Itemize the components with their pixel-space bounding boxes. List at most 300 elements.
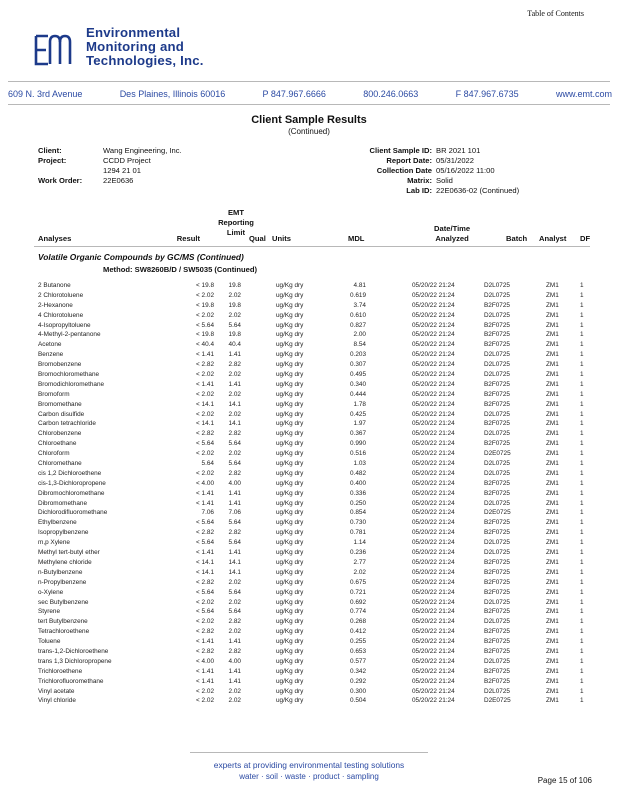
units-value: ug/Kg dry [276, 697, 304, 705]
analyst-id: ZM1 [546, 430, 559, 438]
reporting-limit: 1.41 [228, 667, 241, 675]
analyst-id: ZM1 [546, 618, 559, 626]
col-datetime-group [434, 224, 470, 244]
reporting-limit: 14.1 [228, 558, 241, 566]
dilution-factor: 1 [580, 677, 584, 685]
analyzed-datetime: 05/20/22 21:24 [412, 291, 455, 299]
analyst-id: ZM1 [546, 588, 559, 596]
table-row [0, 697, 618, 707]
units-value: ug/Kg dry [276, 539, 304, 547]
workorder-value: 22E0636 [103, 176, 134, 185]
address-divider [8, 104, 610, 105]
analyte-name: Dibromochloromethane [38, 489, 105, 497]
analyzed-datetime: 05/20/22 21:24 [412, 558, 455, 566]
result-value: < 1.41 [196, 677, 214, 685]
units-value: ug/Kg dry [276, 489, 304, 497]
dilution-factor: 1 [580, 351, 584, 359]
dilution-factor: 1 [580, 529, 584, 537]
analyst-id: ZM1 [546, 628, 559, 636]
batch-id: D2L0725 [484, 430, 510, 438]
dilution-factor: 1 [580, 371, 584, 379]
dilution-factor: 1 [580, 361, 584, 369]
analyte-name: Chloromethane [38, 460, 82, 468]
dilution-factor: 1 [580, 519, 584, 527]
result-value: < 4.00 [196, 657, 214, 665]
mdl-value: 0.367 [350, 430, 366, 438]
reporting-limit: 1.41 [228, 677, 241, 685]
table-row [0, 322, 618, 332]
dilution-factor: 1 [580, 549, 584, 557]
dilution-factor: 1 [580, 440, 584, 448]
units-value: ug/Kg dry [276, 608, 304, 616]
table-row [0, 549, 618, 559]
analyte-name: cis 1,2 Dichloroethene [38, 469, 102, 477]
dilution-factor: 1 [580, 628, 584, 636]
table-row [0, 648, 618, 658]
batch-id: B2F0725 [484, 341, 510, 349]
reporting-limit: 19.8 [228, 301, 241, 309]
units-value: ug/Kg dry [276, 301, 304, 309]
collection-date-value: 05/16/2022 11:00 [436, 166, 495, 175]
dilution-factor: 1 [580, 509, 584, 517]
reporting-limit: 2.02 [228, 687, 241, 695]
mdl-value: 0.610 [350, 311, 366, 319]
table-row [0, 539, 618, 549]
table-row [0, 371, 618, 381]
dilution-factor: 1 [580, 638, 584, 646]
table-row [0, 668, 618, 678]
sample-labels [370, 146, 432, 196]
analyst-id: ZM1 [546, 400, 559, 408]
collection-date-label: Collection Date [376, 166, 432, 175]
analyzed-datetime: 05/20/22 21:24 [412, 420, 455, 428]
mdl-value: 0.730 [350, 519, 366, 527]
dilution-factor: 1 [580, 380, 584, 388]
analyzed-datetime: 05/20/22 21:24 [412, 598, 455, 606]
reporting-limit: 2.02 [228, 371, 241, 379]
batch-id: B2F0725 [484, 420, 510, 428]
analyst-id: ZM1 [546, 371, 559, 379]
analyte-name: 4-Methyl-2-pentanone [38, 331, 101, 339]
units-value: ug/Kg dry [276, 568, 304, 576]
analyzed-datetime: 05/20/22 21:24 [412, 628, 455, 636]
batch-id: D2L0725 [484, 598, 510, 606]
result-value: 7.06 [201, 509, 214, 517]
dilution-factor: 1 [580, 321, 584, 329]
col-batch: Batch [506, 234, 528, 243]
table-row [0, 678, 618, 688]
table-row [0, 460, 618, 470]
analyzed-datetime: 05/20/22 21:24 [412, 499, 455, 507]
analyte-name: Methyl tert-butyl ether [38, 549, 100, 557]
analyst-id: ZM1 [546, 578, 559, 586]
units-value: ug/Kg dry [276, 657, 304, 665]
analyst-id: ZM1 [546, 351, 559, 359]
table-row [0, 450, 618, 460]
analyzed-datetime: 05/20/22 21:24 [412, 282, 455, 289]
units-value: ug/Kg dry [276, 282, 304, 289]
batch-id: B2F0725 [484, 519, 510, 527]
analyzed-datetime: 05/20/22 21:24 [412, 371, 455, 379]
analyte-name: Toluene [38, 638, 61, 646]
batch-id: D2L0725 [484, 499, 510, 507]
table-of-contents-link[interactable]: Table of Contents [527, 9, 584, 18]
dilution-factor: 1 [580, 420, 584, 428]
table-row [0, 490, 618, 500]
analyte-name: Bromodichloromethane [38, 380, 105, 388]
analyst-id: ZM1 [546, 460, 559, 468]
analyst-id: ZM1 [546, 697, 559, 705]
table-row [0, 688, 618, 698]
units-value: ug/Kg dry [276, 667, 304, 675]
analyst-id: ZM1 [546, 558, 559, 566]
units-value: ug/Kg dry [276, 390, 304, 398]
method-label: Method: SW8260B/D / SW5035 (Continued) [103, 265, 257, 274]
analyzed-datetime: 05/20/22 21:24 [412, 638, 455, 646]
analyzed-datetime: 05/20/22 21:24 [412, 697, 455, 705]
client-value: Wang Engineering, Inc. [103, 146, 182, 155]
reporting-limit: 1.41 [228, 489, 241, 497]
result-value: < 2.02 [196, 469, 214, 477]
batch-id: B2F0725 [484, 578, 510, 586]
analyte-name: o-Xylene [38, 588, 64, 596]
reporting-limit: 14.1 [228, 420, 241, 428]
results-table [0, 282, 618, 707]
batch-id: B2F0725 [484, 321, 510, 329]
report-subtitle: (Continued) [288, 127, 330, 136]
mdl-value: 0.400 [350, 479, 366, 487]
table-row [0, 401, 618, 411]
mdl-value: 1.97 [353, 420, 366, 428]
report-date-label: Report Date: [386, 156, 432, 165]
phone-number: P 847.967.6666 [262, 89, 326, 99]
dilution-factor: 1 [580, 400, 584, 408]
batch-id: D2E0725 [484, 697, 511, 705]
units-value: ug/Kg dry [276, 578, 304, 586]
result-value: < 1.41 [196, 351, 214, 359]
result-value: < 1.41 [196, 667, 214, 675]
batch-id: B2F0725 [484, 380, 510, 388]
table-row [0, 470, 618, 480]
analyst-id: ZM1 [546, 608, 559, 616]
dilution-factor: 1 [580, 301, 584, 309]
result-value: < 2.02 [196, 598, 214, 606]
result-value: < 2.02 [196, 697, 214, 705]
batch-id: B2F0725 [484, 400, 510, 408]
analyzed-datetime: 05/20/22 21:24 [412, 578, 455, 586]
reporting-limit: 2.82 [228, 430, 241, 438]
table-row [0, 312, 618, 322]
analyst-id: ZM1 [546, 450, 559, 458]
reporting-limit: 1.41 [228, 549, 241, 557]
analyte-name: 4 Chlorotoluene [38, 311, 84, 319]
analyte-name: Vinyl acetate [38, 687, 75, 695]
batch-id: D2L0725 [484, 410, 510, 418]
analyst-id: ZM1 [546, 549, 559, 557]
report-date-value: 05/31/2022 [436, 156, 475, 165]
analyzed-datetime: 05/20/22 21:24 [412, 687, 455, 695]
analyte-name: m,p Xylene [38, 539, 70, 547]
mdl-value: 0.203 [350, 351, 366, 359]
analyte-name: trans-1,2-Dichloroethene [38, 647, 109, 655]
table-row [0, 628, 618, 638]
table-header-divider [34, 246, 590, 247]
dilution-factor: 1 [580, 469, 584, 477]
table-row [0, 430, 618, 440]
analyst-id: ZM1 [546, 519, 559, 527]
reporting-limit: 2.82 [228, 647, 241, 655]
analyte-name: 2-Hexanone [38, 301, 73, 309]
batch-id: D2L0725 [484, 549, 510, 557]
reporting-limit: 1.41 [228, 380, 241, 388]
mdl-value: 0.653 [350, 647, 366, 655]
analyzed-datetime: 05/20/22 21:24 [412, 400, 455, 408]
mdl-value: 0.412 [350, 628, 366, 636]
mdl-value: 0.781 [350, 529, 366, 537]
analyte-name: Tetrachloroethene [38, 628, 90, 636]
mdl-value: 0.504 [350, 697, 366, 705]
analyte-name: Methylene chloride [38, 558, 92, 566]
analyte-name: n-Butylbenzene [38, 568, 83, 576]
analyst-id: ZM1 [546, 390, 559, 398]
matrix-label: Matrix: [407, 176, 432, 185]
dilution-factor: 1 [580, 291, 584, 299]
units-value: ug/Kg dry [276, 311, 304, 319]
batch-id: B2F0725 [484, 479, 510, 487]
table-row [0, 341, 618, 351]
analyte-name: n-Propylbenzene [38, 578, 87, 586]
batch-id: B2F0725 [484, 440, 510, 448]
reporting-limit: 2.02 [228, 311, 241, 319]
analyzed-datetime: 05/20/22 21:24 [412, 430, 455, 438]
analyzed-datetime: 05/20/22 21:24 [412, 460, 455, 468]
batch-id: B2F0725 [484, 331, 510, 339]
batch-id: B2F0725 [484, 628, 510, 636]
analyst-id: ZM1 [546, 440, 559, 448]
mdl-value: 0.340 [350, 380, 366, 388]
analyte-name: Bromochloromethane [38, 371, 100, 379]
reporting-limit: 14.1 [228, 400, 241, 408]
units-value: ug/Kg dry [276, 618, 304, 626]
analyzed-datetime: 05/20/22 21:24 [412, 311, 455, 319]
units-value: ug/Kg dry [276, 529, 304, 537]
analyte-name: Bromoform [38, 390, 70, 398]
mdl-value: 2.00 [353, 331, 366, 339]
mdl-value: 0.292 [350, 677, 366, 685]
reporting-limit: 7.06 [228, 509, 241, 517]
mdl-value: 1.78 [353, 400, 366, 408]
sample-id-value: BR 2021 101 [436, 146, 481, 155]
dilution-factor: 1 [580, 430, 584, 438]
dilution-factor: 1 [580, 568, 584, 576]
reporting-limit: 1.41 [228, 351, 241, 359]
mdl-value: 0.444 [350, 390, 366, 398]
analyzed-datetime: 05/20/22 21:24 [412, 479, 455, 487]
table-row [0, 440, 618, 450]
address-bar [0, 85, 618, 103]
col-limit: Limit [226, 228, 246, 237]
footer-tagline: experts at providing environmental testing solutions [213, 760, 405, 770]
mdl-value: 0.482 [350, 469, 366, 477]
reporting-limit: 2.82 [228, 469, 241, 477]
analyte-name: Bromobenzene [38, 361, 82, 369]
company-name-line: Monitoring and [86, 39, 185, 54]
table-row [0, 579, 618, 589]
analyte-name: Carbon tetrachloride [38, 420, 96, 428]
mdl-value: 1.03 [353, 460, 366, 468]
mdl-value: 0.721 [350, 588, 366, 596]
batch-id: D2L0725 [484, 657, 510, 665]
dilution-factor: 1 [580, 558, 584, 566]
client-label: Client: [38, 146, 62, 155]
table-row [0, 559, 618, 569]
dilution-factor: 1 [580, 539, 584, 547]
table-row [0, 638, 618, 648]
units-value: ug/Kg dry [276, 598, 304, 606]
analyzed-datetime: 05/20/22 21:24 [412, 519, 455, 527]
batch-id: B2F0725 [484, 677, 510, 685]
analyst-id: ZM1 [546, 568, 559, 576]
table-row [0, 529, 618, 539]
analyzed-datetime: 05/20/22 21:24 [412, 677, 455, 685]
dilution-factor: 1 [580, 588, 584, 596]
table-row [0, 500, 618, 510]
dilution-factor: 1 [580, 578, 584, 586]
result-value: < 2.02 [196, 618, 214, 626]
result-value: < 14.1 [196, 420, 214, 428]
result-value: < 2.02 [196, 450, 214, 458]
table-row [0, 292, 618, 302]
table-row [0, 411, 618, 421]
units-value: ug/Kg dry [276, 380, 304, 388]
units-value: ug/Kg dry [276, 687, 304, 695]
table-row [0, 420, 618, 430]
reporting-limit: 5.64 [228, 440, 241, 448]
project-number: 1294 21 01 [103, 166, 142, 175]
units-value: ug/Kg dry [276, 420, 304, 428]
company-name-line: Environmental [86, 25, 181, 40]
result-value: < 2.02 [196, 291, 214, 299]
mdl-value: 0.236 [350, 549, 366, 557]
col-analyst: Analyst [539, 234, 567, 243]
result-value: < 2.02 [196, 311, 214, 319]
company-name-line: Technologies, Inc. [86, 53, 204, 68]
analyte-name: Chloroform [38, 450, 70, 458]
units-value: ug/Kg dry [276, 361, 304, 369]
dilution-factor: 1 [580, 410, 584, 418]
analyzed-datetime: 05/20/22 21:24 [412, 647, 455, 655]
result-value: < 1.41 [196, 549, 214, 557]
dilution-factor: 1 [580, 618, 584, 626]
units-value: ug/Kg dry [276, 509, 304, 517]
dilution-factor: 1 [580, 697, 584, 705]
result-value: < 2.82 [196, 578, 214, 586]
table-row [0, 282, 618, 292]
table-row [0, 480, 618, 490]
batch-id: D2E0725 [484, 450, 511, 458]
mdl-value: 0.577 [350, 657, 366, 665]
col-reporting: Reporting [218, 218, 254, 227]
batch-id: B2F0725 [484, 568, 510, 576]
result-value: < 2.82 [196, 430, 214, 438]
units-value: ug/Kg dry [276, 430, 304, 438]
mdl-value: 1.14 [353, 539, 366, 547]
units-value: ug/Kg dry [276, 351, 304, 359]
analyst-id: ZM1 [546, 529, 559, 537]
batch-id: B2F0725 [484, 390, 510, 398]
col-units: Units [272, 234, 291, 243]
units-value: ug/Kg dry [276, 341, 304, 349]
result-value: < 14.1 [196, 558, 214, 566]
fax-number: F 847.967.6735 [455, 89, 519, 99]
analyst-id: ZM1 [546, 638, 559, 646]
col-analyzed: Analyzed [435, 234, 469, 243]
batch-id: B2F0725 [484, 588, 510, 596]
result-value: < 14.1 [196, 400, 214, 408]
batch-id: D2L0725 [484, 618, 510, 626]
analyst-id: ZM1 [546, 341, 559, 349]
mdl-value: 0.827 [350, 321, 366, 329]
batch-id: D2E0725 [484, 509, 511, 517]
analyte-name: sec Butylbenzene [38, 598, 89, 606]
units-value: ug/Kg dry [276, 628, 304, 636]
batch-id: B2F0725 [484, 489, 510, 497]
analyte-name: Vinyl chloride [38, 697, 76, 705]
analyst-id: ZM1 [546, 311, 559, 319]
analyst-id: ZM1 [546, 420, 559, 428]
mdl-value: 0.495 [350, 371, 366, 379]
dilution-factor: 1 [580, 450, 584, 458]
col-qual: Qual [249, 234, 266, 243]
analyst-id: ZM1 [546, 469, 559, 477]
result-value: < 14.1 [196, 568, 214, 576]
table-row [0, 351, 618, 361]
analyst-id: ZM1 [546, 410, 559, 418]
mdl-value: 2.02 [353, 568, 366, 576]
result-value: < 40.4 [196, 341, 214, 349]
analyte-name: Carbon disulfide [38, 410, 85, 418]
mdl-value: 0.342 [350, 667, 366, 675]
page-number: Page 15 of 106 [537, 776, 592, 785]
table-row [0, 509, 618, 519]
analyte-name: Isopropylbenzene [38, 529, 89, 537]
table-row [0, 569, 618, 579]
website-link[interactable]: www.emt.com [555, 89, 612, 99]
analyst-id: ZM1 [546, 499, 559, 507]
units-value: ug/Kg dry [276, 321, 304, 329]
reporting-limit: 2.82 [228, 529, 241, 537]
analyst-id: ZM1 [546, 677, 559, 685]
analyte-name: 4-Isopropyltoluene [38, 321, 91, 329]
result-value: < 19.8 [196, 301, 214, 309]
analyst-id: ZM1 [546, 667, 559, 675]
dilution-factor: 1 [580, 687, 584, 695]
reporting-limit: 4.00 [228, 479, 241, 487]
result-value: < 19.8 [196, 282, 214, 289]
batch-id: D2L0725 [484, 371, 510, 379]
report-title: Client Sample Results [251, 114, 367, 126]
units-value: ug/Kg dry [276, 558, 304, 566]
analyst-id: ZM1 [546, 647, 559, 655]
analyte-name: cis-1,3-Dichloropropene [38, 479, 106, 487]
analyte-name: Trichlorofluoromethane [38, 677, 104, 685]
analyst-id: ZM1 [546, 598, 559, 606]
dilution-factor: 1 [580, 390, 584, 398]
dilution-factor: 1 [580, 479, 584, 487]
sample-values [436, 146, 519, 196]
reporting-limit: 4.00 [228, 657, 241, 665]
reporting-limit: 19.8 [228, 331, 241, 339]
